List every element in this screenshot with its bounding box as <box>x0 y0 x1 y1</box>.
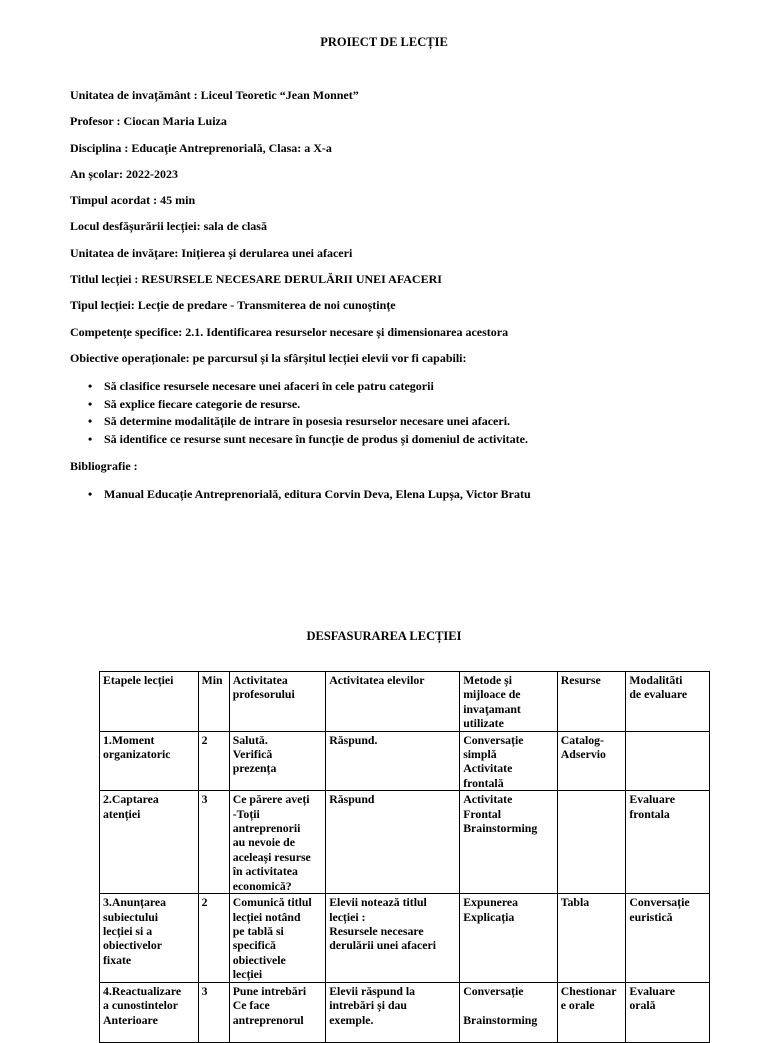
table-cell <box>626 894 710 982</box>
cell-line: Catalog- <box>560 732 604 747</box>
info-line-lesson-title: Titlul lecției : RESURSELE NECESARE DERULĂRII UNEI AFACERI <box>70 272 442 287</box>
cell-line: intrebări și dau <box>329 998 407 1013</box>
table-cell <box>326 894 460 982</box>
info-line-school: Unitatea de invațământ : Liceul Teoretic “Jean Monnet” <box>70 88 359 102</box>
list-item: • Manual Educație Antreprenorială, editura Corvin Deva, Elena Lupșa, Victor Bratu <box>88 487 748 505</box>
cell-line: Expunerea <box>463 895 519 910</box>
cell-line: Verifică <box>232 747 273 762</box>
cell-line: euristică <box>629 909 673 924</box>
cell-line: Adservio <box>560 747 606 762</box>
cell-line: specifică <box>232 938 276 953</box>
table-cell <box>626 731 710 791</box>
table-cell <box>198 731 229 791</box>
table-cell <box>460 894 558 982</box>
cell-line: lecției si a <box>103 924 153 939</box>
cell-line: exemple. <box>329 1012 374 1027</box>
table-cell <box>198 982 229 1042</box>
cell-line: 2 <box>201 895 208 910</box>
table-cell <box>229 982 325 1042</box>
table-cell <box>229 894 325 982</box>
cell-line: Activitatea <box>232 673 288 687</box>
cell-line: 2.Captarea <box>103 792 159 807</box>
header-cell <box>557 672 626 732</box>
cell-line: Activitate <box>463 792 513 807</box>
table-cell <box>326 731 460 791</box>
cell-line: Frontal <box>463 806 501 821</box>
header-cell <box>626 672 710 732</box>
list-item: • Să determine modalitățile de intrare în posesia resurselor necesare unei afaceri. <box>88 414 748 432</box>
section-title: DESFASURAREA LECȚIEI <box>306 629 462 643</box>
header-cell <box>326 672 460 732</box>
cell-line: Activitatea elevilor <box>329 673 425 687</box>
table-row <box>100 731 710 791</box>
table-row <box>100 791 710 894</box>
cell-line: derulării unei afaceri <box>329 938 436 953</box>
cell-line: Conversație <box>463 732 524 747</box>
page-title: PROIECT DE LECȚIE <box>320 35 448 49</box>
table-cell <box>100 982 199 1042</box>
cell-line: -Toții <box>232 806 260 821</box>
cell-line: Conversație <box>629 895 690 910</box>
cell-line: economică? <box>232 878 292 893</box>
cell-line: Conversație <box>463 983 524 998</box>
cell-line: 3 <box>201 792 208 807</box>
cell-line: au nevoie de <box>232 835 295 850</box>
cell-line: invaţamant <box>463 701 521 716</box>
table-cell <box>100 791 199 894</box>
table-row <box>100 982 710 1042</box>
cell-line: e orale <box>560 998 595 1013</box>
cell-line: antreprenorul <box>232 1012 304 1027</box>
cell-line: Activitate <box>463 761 513 776</box>
table-cell <box>626 791 710 894</box>
header-cell <box>198 672 229 732</box>
header-cell <box>460 672 558 732</box>
objectives-list <box>88 379 748 449</box>
cell-line: Resurse <box>560 673 601 687</box>
cell-line: 2 <box>201 732 208 747</box>
cell-line: Salută. <box>232 732 268 747</box>
info-line-lesson-type: Tipul lecției: Lecție de predare - Transmiterea de noi cunoștințe <box>70 298 396 313</box>
cell-line: Tabla <box>560 895 590 910</box>
list-item: • Să clasifice resursele necesare unei afaceri în cele patru categorii <box>88 379 748 397</box>
cell-line: 3 <box>201 983 208 998</box>
bibliography-label: Bibliografie : <box>70 459 138 473</box>
cell-line: fixate <box>103 952 132 967</box>
cell-line: a cunostintelor <box>103 998 179 1013</box>
cell-line: Modalitãti <box>629 673 683 687</box>
cell-line: lecției <box>232 967 263 982</box>
lesson-table <box>99 671 710 1043</box>
cell-line: Ce face <box>232 998 270 1013</box>
table-cell <box>229 791 325 894</box>
cell-line: Resursele necesare <box>329 924 424 939</box>
cell-line: Elevii notează titlul <box>329 895 427 910</box>
info-line-location: Locul desfășurării lecției: sala de clasă <box>70 219 267 234</box>
cell-line: de evaluare <box>629 687 688 702</box>
cell-line: Etapele lecției <box>103 673 174 687</box>
cell-line: simplă <box>463 747 497 762</box>
cell-line: lecției notând <box>232 909 301 924</box>
cell-line: prezența <box>232 761 277 776</box>
cell-line: Evaluare <box>629 792 676 807</box>
cell-line: lecției : <box>329 909 366 924</box>
cell-line: în activitatea <box>232 864 298 879</box>
cell-line: Explicația <box>463 909 515 924</box>
cell-line: Metode și <box>463 673 512 687</box>
cell-line: mijloace de <box>463 687 521 702</box>
cell-line: utilizate <box>463 716 504 731</box>
info-line-discipline: Disciplina : Educaţie Antreprenorială, Clasa: a X-a <box>70 140 332 155</box>
cell-line: profesorului <box>232 687 295 702</box>
header-cell <box>229 672 325 732</box>
cell-line: frontala <box>629 806 670 821</box>
cell-line: obiectivelor <box>103 938 162 953</box>
cell-line: atenției <box>103 806 141 821</box>
cell-line: Chestionar <box>560 983 617 998</box>
cell-line: 4.Reactualizare <box>103 983 182 998</box>
cell-line: Comunică titlul <box>232 895 312 910</box>
info-line-unit: Unitatea de invățare: Inițierea și derularea unei afaceri <box>70 245 353 260</box>
cell-line: subiectului <box>103 909 159 924</box>
cell-line: 3.Anunțarea <box>103 895 167 910</box>
table-header-row <box>100 672 710 732</box>
cell-line: Brainstorming <box>463 1012 538 1027</box>
cell-line: Ce părere aveți <box>232 792 310 807</box>
table-cell <box>460 731 558 791</box>
list-item: • Să explice fiecare categorie de resurse. <box>88 397 748 415</box>
table-cell <box>557 731 626 791</box>
table-cell <box>460 791 558 894</box>
table-cell <box>229 731 325 791</box>
table-cell <box>100 894 199 982</box>
cell-line: Brainstorming <box>463 821 538 836</box>
cell-line <box>463 998 554 1012</box>
cell-line: Elevii răspund la <box>329 983 416 998</box>
cell-line: Răspund <box>329 792 375 807</box>
cell-line: pe tablă si <box>232 924 284 939</box>
table-cell <box>557 894 626 982</box>
header-cell <box>100 672 199 732</box>
cell-line: antreprenorii <box>232 821 301 836</box>
table-cell <box>557 791 626 894</box>
cell-line: Min <box>201 673 223 687</box>
table-cell <box>326 791 460 894</box>
table-cell <box>326 982 460 1042</box>
info-line-competences: Competențe specifice: 2.1. Identificarea resurselor necesare și dimensionarea acestora <box>70 324 509 339</box>
table-cell <box>198 894 229 982</box>
table-cell <box>626 982 710 1042</box>
cell-line: Evaluare <box>629 983 676 998</box>
cell-line: obiectivele <box>232 952 286 967</box>
table-cell <box>198 791 229 894</box>
info-line-school-year: An școlar: 2022-2023 <box>70 166 178 181</box>
info-line-time: Timpul acordat : 45 min <box>70 193 196 208</box>
info-line-objectives: Obiective operaționale: pe parcursul și la sfârșitul lecției elevii vor fi capabili: <box>70 350 467 365</box>
cell-line: Pune intrebări <box>232 983 307 998</box>
cell-line: 1.Moment <box>103 732 155 747</box>
lesson-info <box>70 88 750 377</box>
table-cell <box>460 982 558 1042</box>
cell-line: orală <box>629 998 656 1013</box>
cell-line: organizatoric <box>103 747 171 762</box>
list-item: • Să identifice ce resurse sunt necesare în funcție de produs și domeniul de activitate. <box>88 432 748 450</box>
cell-line: frontală <box>463 775 504 790</box>
table-row <box>100 894 710 982</box>
bibliography-list <box>88 487 748 505</box>
cell-line: aceleași resurse <box>232 849 311 864</box>
cell-line: Răspund. <box>329 732 378 747</box>
info-line-teacher: Profesor : Ciocan Maria Luiza <box>70 114 227 129</box>
table-cell <box>557 982 626 1042</box>
cell-line: Anterioare <box>103 1012 158 1027</box>
table-cell <box>100 731 199 791</box>
